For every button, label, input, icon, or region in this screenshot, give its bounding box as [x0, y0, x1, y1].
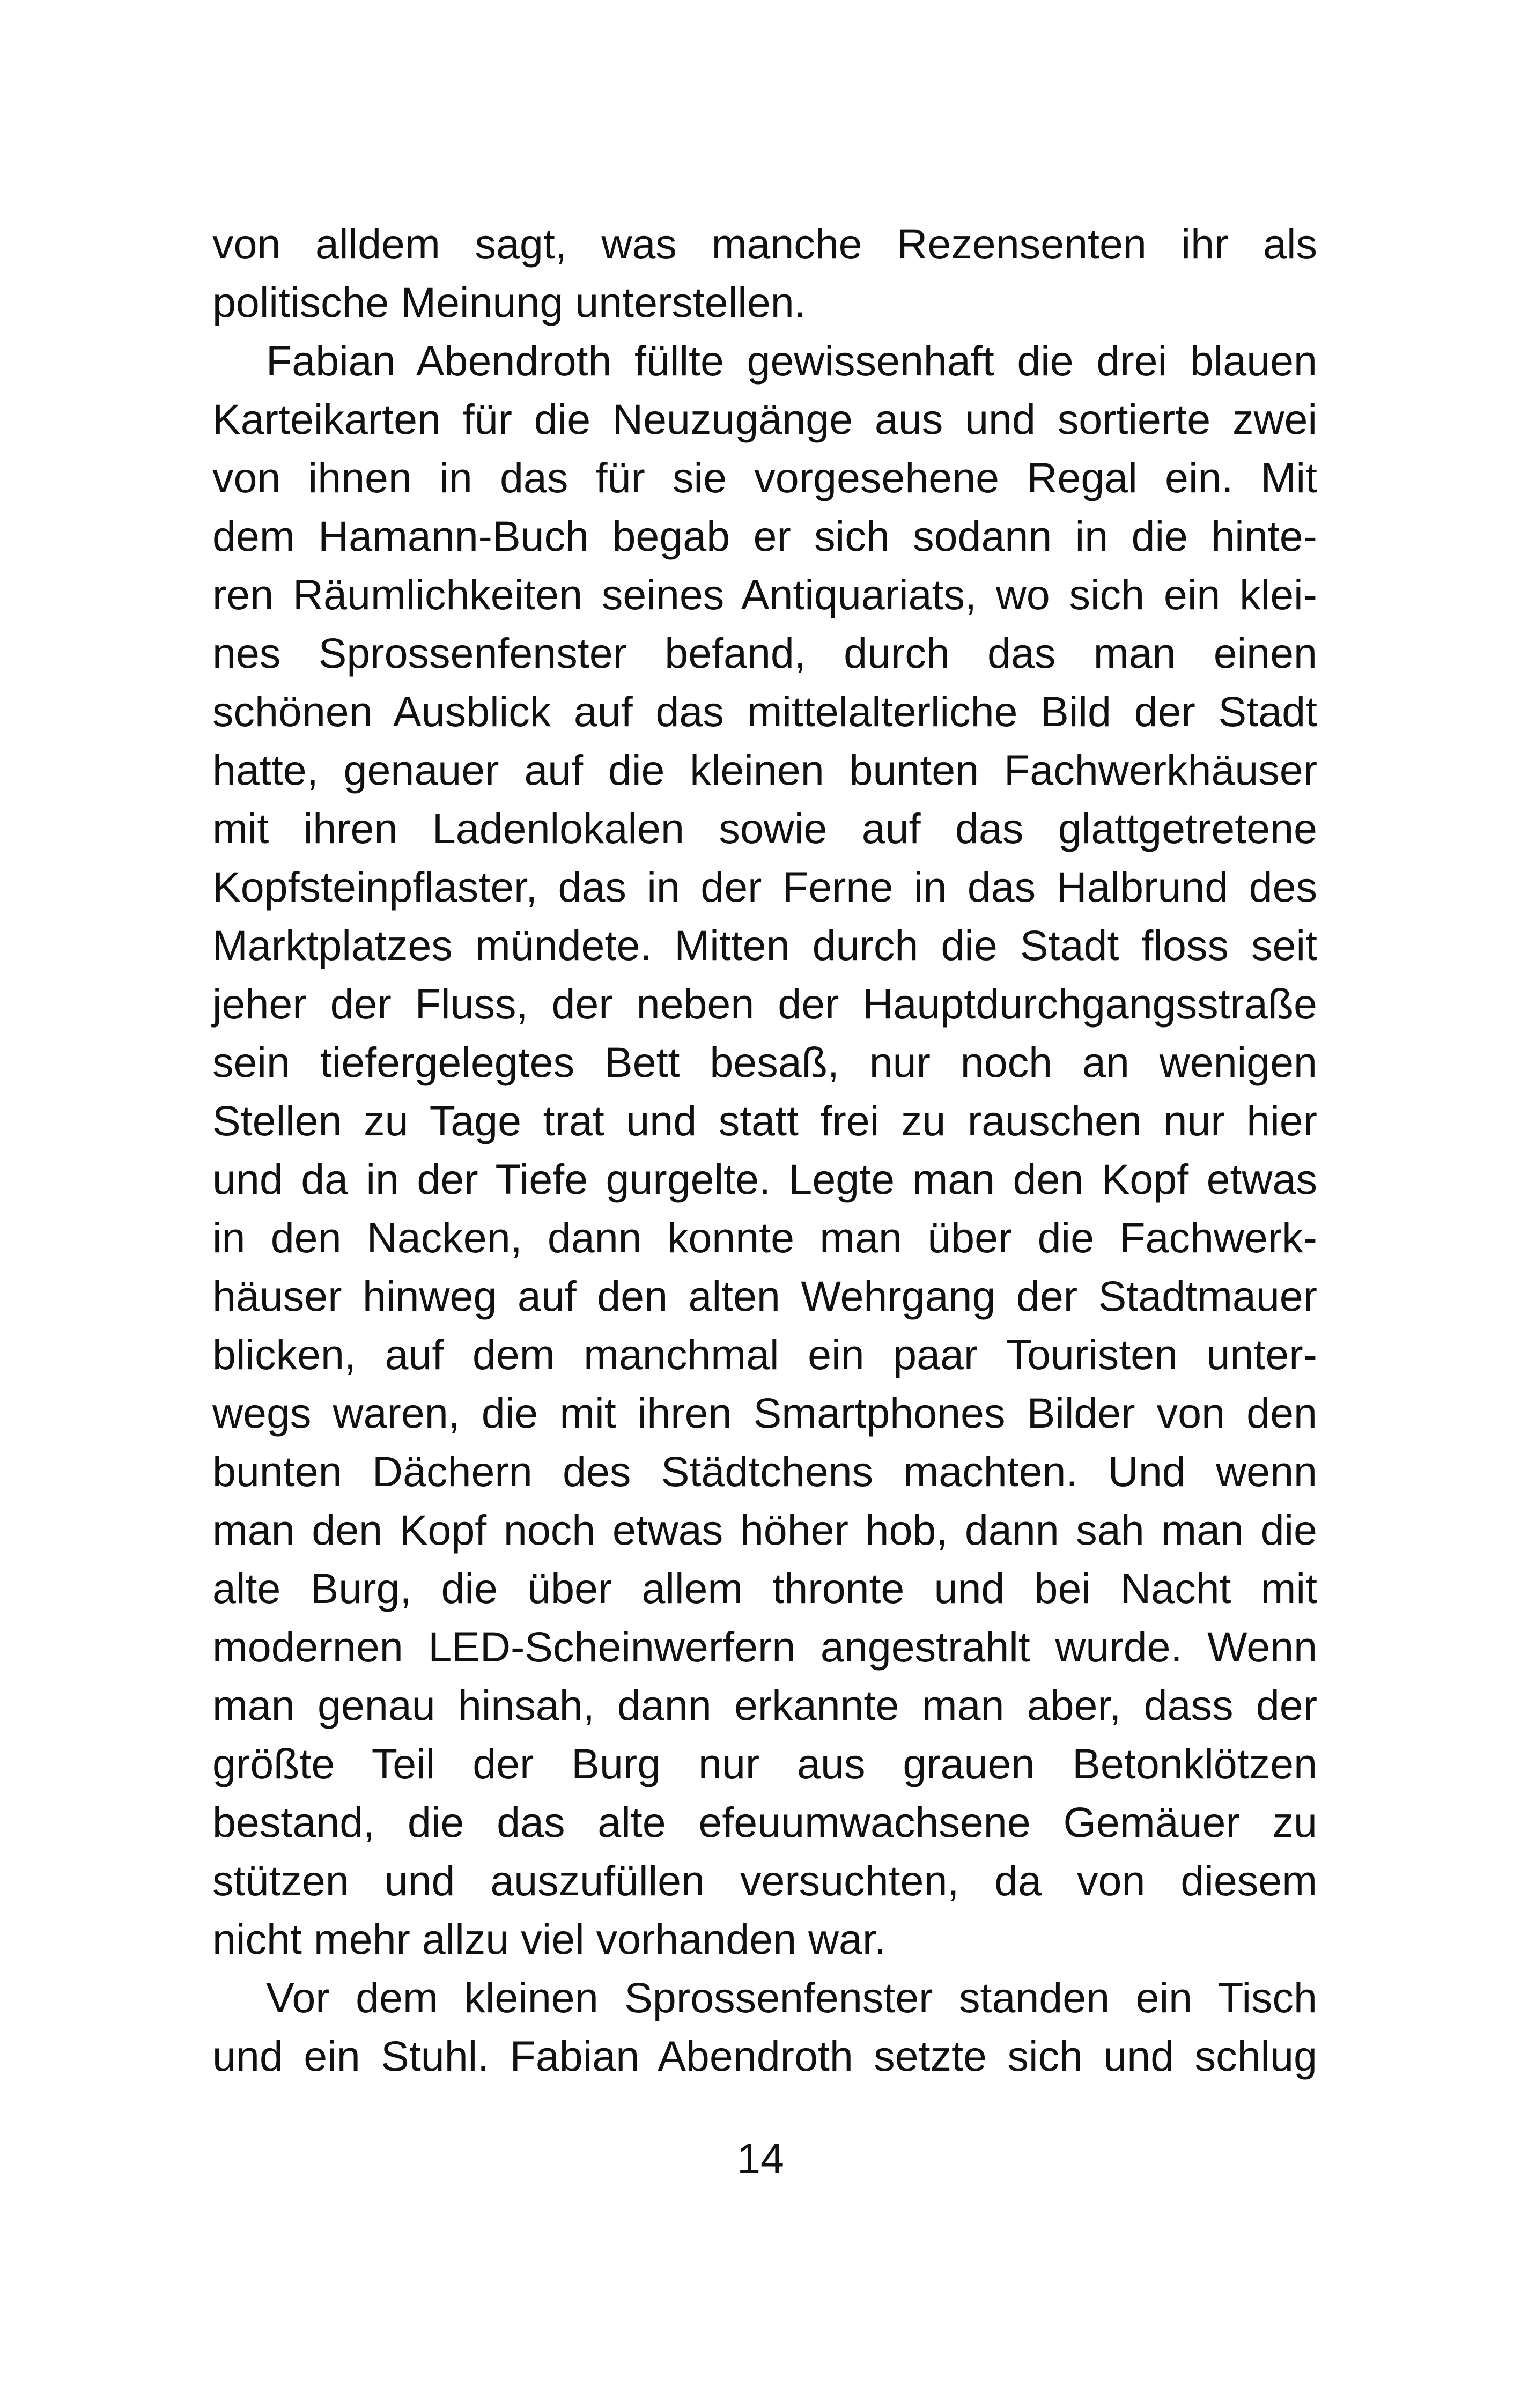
text-line: Marktplatzes mündete. Mitten durch die Stadt floss seit	[212, 921, 1317, 969]
text-line: nicht mehr allzu viel vorhanden war.	[212, 1915, 886, 1963]
text-line: ren Räumlichkeiten seines Antiquariats, wo sich ein klei-	[212, 571, 1317, 618]
text-line: häuser hinweg auf den alten Wehrgang der Stadtmauer	[212, 1272, 1317, 1320]
text-line: Fabian Abendroth füllte gewissenhaft die drei blauen	[266, 337, 1317, 385]
text-line: sein tiefergelegtes Bett besaß, nur noch an wenigen	[212, 1038, 1317, 1086]
text-line: bunten Dächern des Städtchens machten. Und wenn	[212, 1447, 1317, 1495]
text-line: wegs waren, die mit ihren Smartphones Bilder von den	[212, 1389, 1317, 1437]
text-line: Karteikarten für die Neuzugänge aus und sortierte zwei	[212, 395, 1317, 443]
text-line: Kopfsteinpflaster, das in der Ferne in das Halbrund des	[212, 863, 1317, 911]
text-line: hatte, genauer auf die kleinen bunten Fachwerkhäuser	[212, 746, 1317, 794]
text-line: blicken, auf dem manchmal ein paar Touristen unter-	[212, 1331, 1317, 1378]
text-line: Vor dem kleinen Sprossenfenster standen ein Tisch	[266, 1974, 1317, 2021]
text-line: modernen LED-Scheinwerfern angestrahlt wurde. Wenn	[212, 1623, 1317, 1671]
text-line: von alldem sagt, was manche Rezensenten ihr als	[212, 220, 1317, 268]
body-text	[212, 215, 1317, 2085]
page-number: 14	[737, 2134, 784, 2182]
text-line: bestand, die das alte efeuumwachsene Gemäuer zu	[212, 1798, 1317, 1846]
text-line: man den Kopf noch etwas höher hob, dann sah man die	[212, 1506, 1317, 1554]
text-line: man genau hinsah, dann erkannte man aber, dass der	[212, 1681, 1317, 1729]
text-line: dem Hamann-Buch begab er sich sodann in die hinte-	[212, 512, 1317, 560]
text-line: schönen Ausblick auf das mittelalterliche Bild der Stadt	[212, 688, 1317, 735]
text-line: stützen und auszufüllen versuchten, da von diesem	[212, 1857, 1317, 1904]
text-line: Stellen zu Tage trat und statt frei zu rauschen nur hier	[212, 1097, 1317, 1144]
text-line: politische Meinung unterstellen.	[212, 278, 806, 326]
text-line: größte Teil der Burg nur aus grauen Betonklötzen	[212, 1740, 1317, 1787]
text-line: jeher der Fluss, der neben der Hauptdurchgangsstraße	[212, 980, 1317, 1028]
text-line: von ihnen in das für sie vorgesehene Regal ein. Mit	[212, 454, 1317, 501]
text-line: alte Burg, die über allem thronte und bei Nacht mit	[212, 1564, 1317, 1612]
text-line: und da in der Tiefe gurgelte. Legte man den Kopf etwas	[212, 1155, 1317, 1203]
text-line: nes Sprossenfenster befand, durch das man einen	[212, 629, 1317, 677]
text-line: mit ihren Ladenlokalen sowie auf das glattgetretene	[212, 804, 1317, 852]
text-line: in den Nacken, dann konnte man über die Fachwerk-	[212, 1214, 1317, 1261]
text-line: und ein Stuhl. Fabian Abendroth setzte sich und schlug	[212, 2032, 1317, 2080]
